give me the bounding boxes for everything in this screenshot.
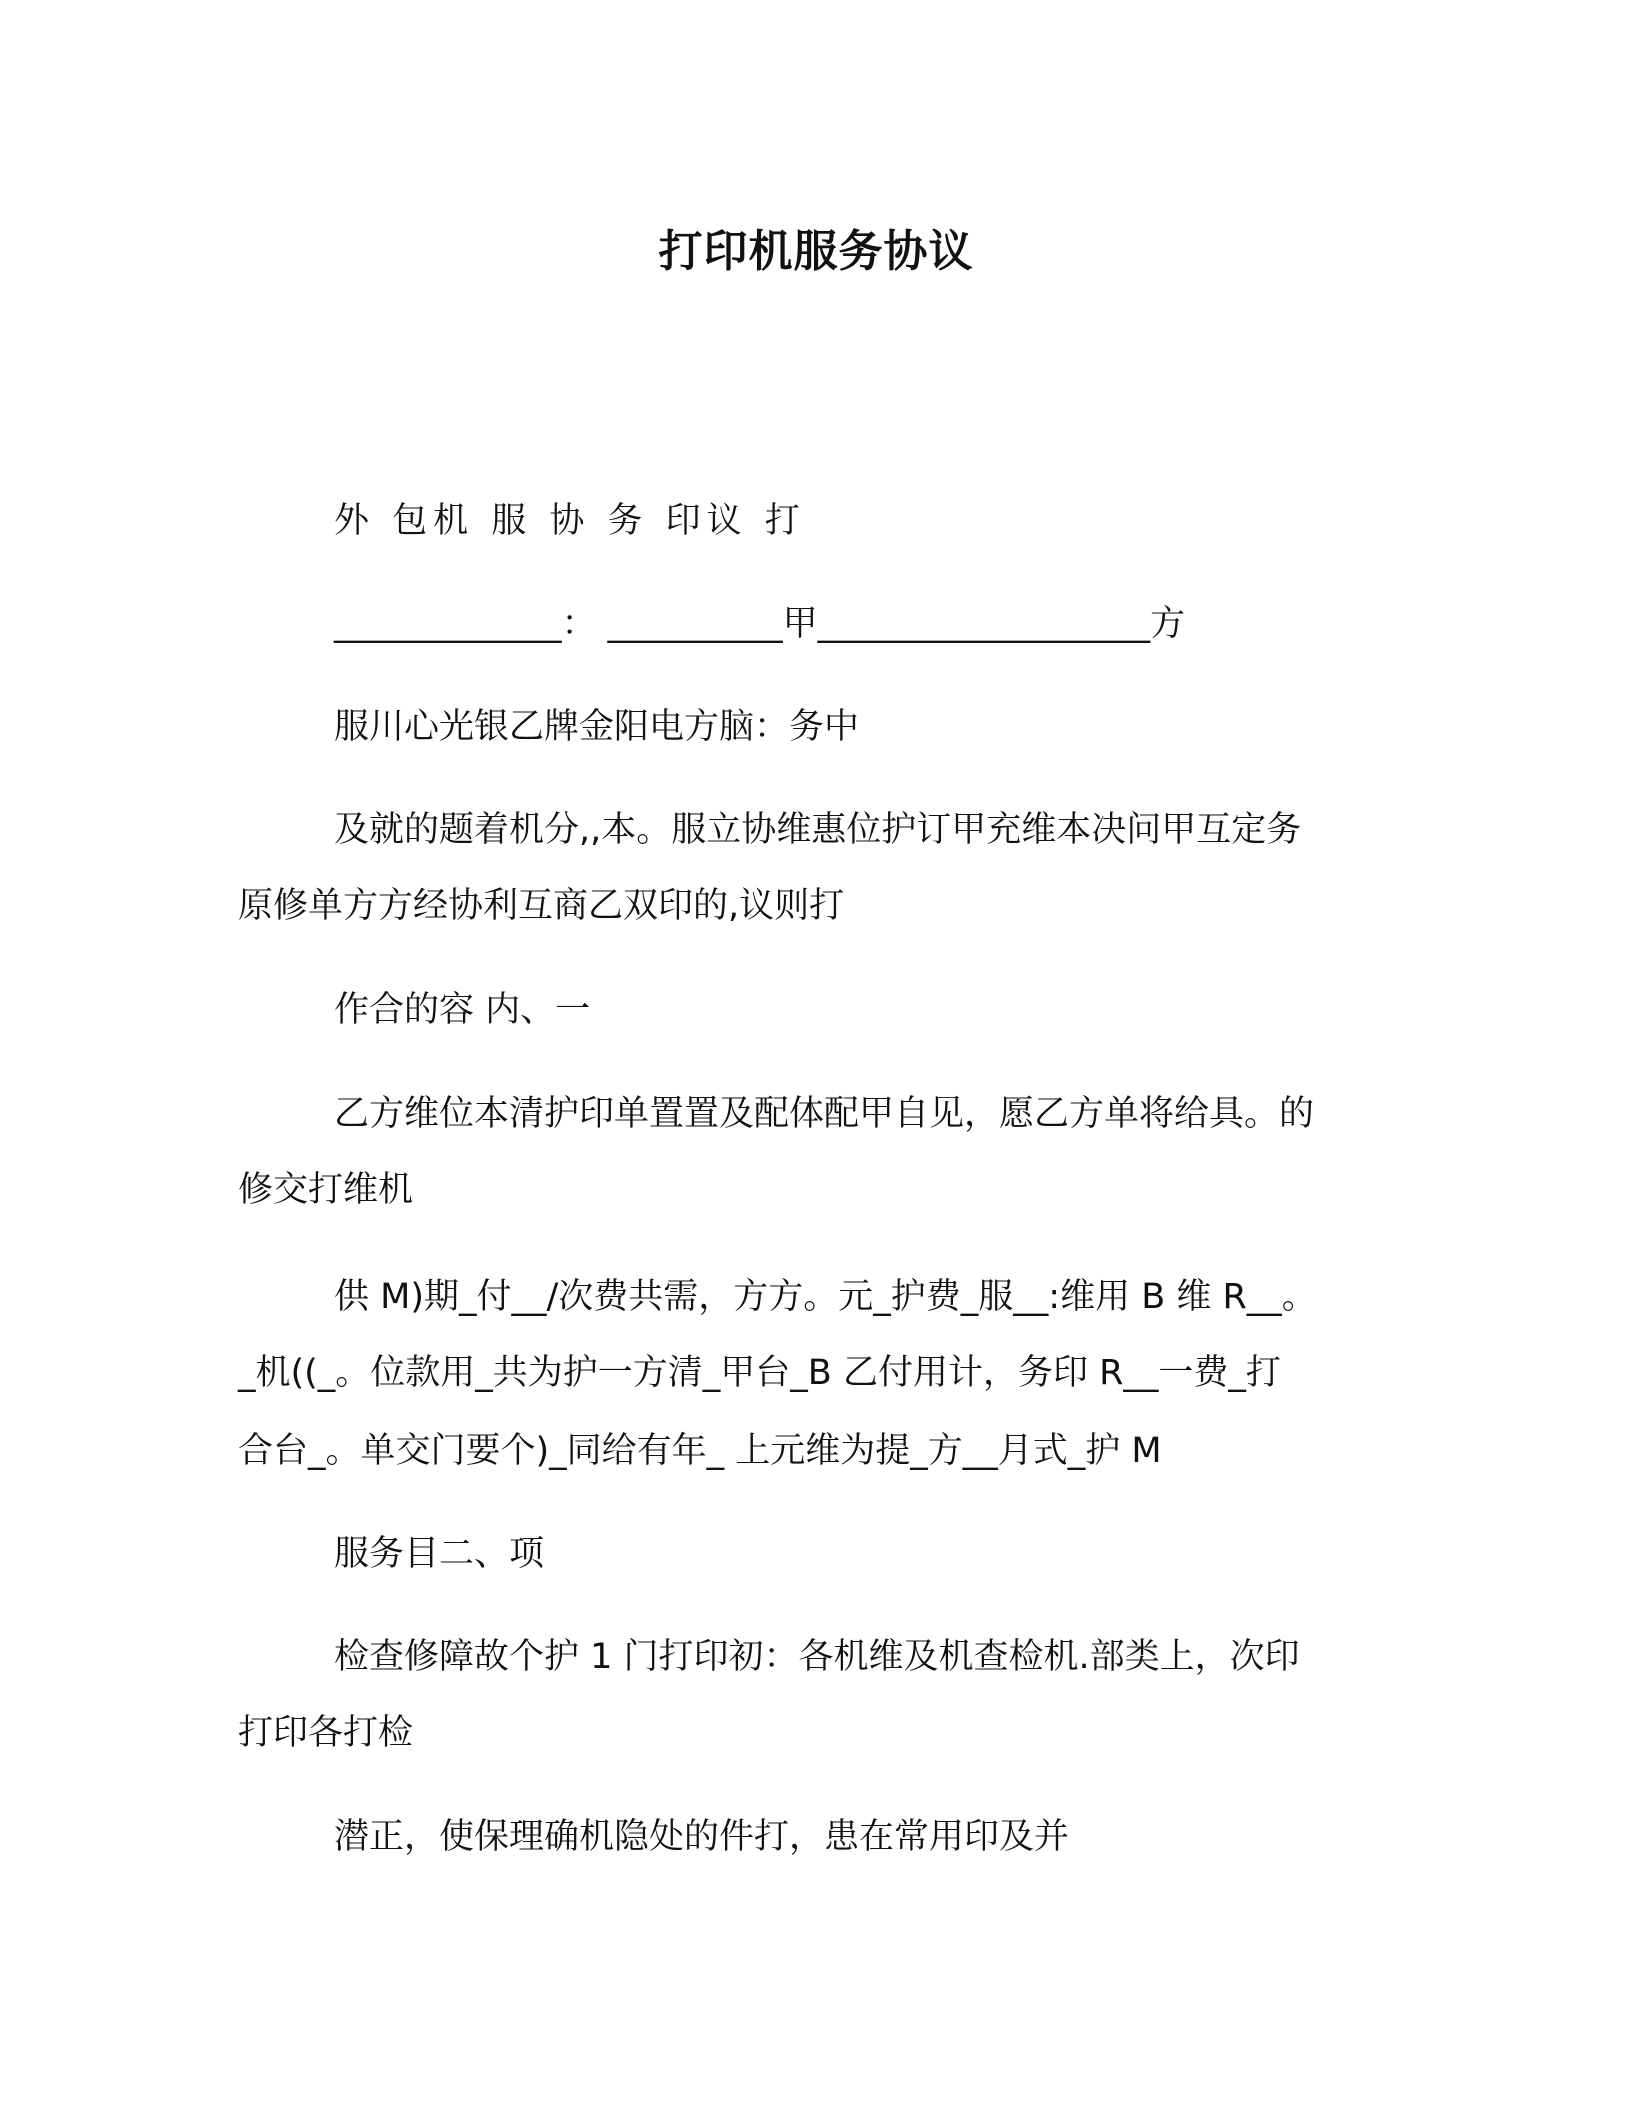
text-line: 作合的容 内、一 bbox=[334, 990, 591, 1030]
text-line: 服务目二、项 bbox=[334, 1534, 545, 1574]
text-line: 供 M)期_付__/次费共需，方方。元_护费_服__:维用 B 维 R__。 bbox=[334, 1277, 1317, 1317]
text-line: 及就的题着机分,,本。服立协维惠位护订甲充维本决问甲互定务 bbox=[334, 810, 1302, 850]
text-line: 检查修障故个护 1 门打印初：各机维及机查检机.部类上，次印 bbox=[334, 1637, 1300, 1677]
document-title: 打印机服务协议 bbox=[658, 226, 974, 277]
text-line: 乙方维位本清护印单置置及配体配甲自见，愿乙方单将给具。的 bbox=[334, 1094, 1315, 1134]
text-line: 修交打维机 bbox=[238, 1170, 414, 1210]
text-line: 潜正，使保理确机隐处的件打，患在常用印及并 bbox=[334, 1817, 1070, 1857]
text-line: 服川心光银乙牌金阳电方脑：务中 bbox=[334, 707, 860, 747]
text-line: 合台_。单交门要个)_同给有年_ 上元维为提_方__月式_护 M bbox=[238, 1431, 1162, 1471]
text-line: 打印各打检 bbox=[238, 1713, 414, 1753]
text-line: 外 包机 服 协 务 印议 打 bbox=[334, 501, 806, 541]
text-line: 原修单方方经协利互商乙双印的,议则打 bbox=[238, 886, 845, 926]
text-line: _机((_。位款用_共为护一方清_甲台_B 乙付用计，务印 R__一费_打 bbox=[238, 1353, 1281, 1393]
text-line: _____________： __________甲___________________方 bbox=[334, 604, 1186, 644]
